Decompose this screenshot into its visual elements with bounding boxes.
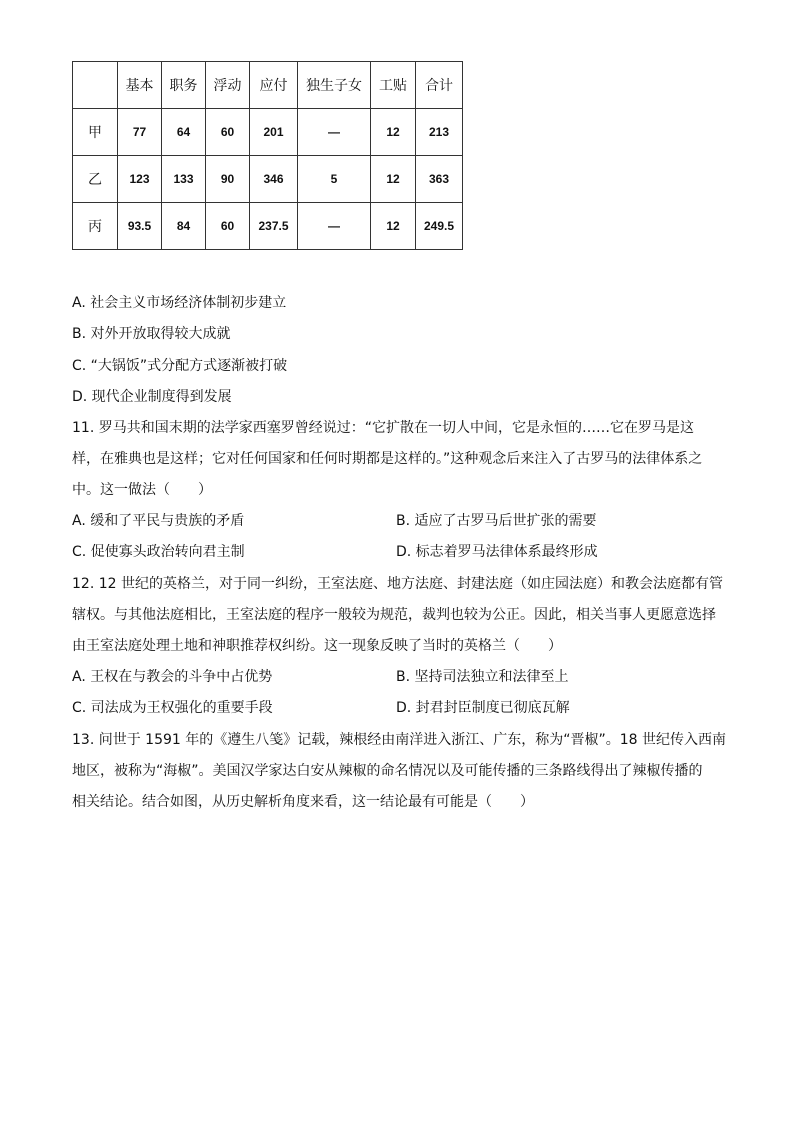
- table-cell: 77: [118, 109, 162, 156]
- table-header-cell: 独生子女: [298, 62, 371, 109]
- table-cell: 213: [416, 109, 463, 156]
- q12-option-d[interactable]: D. 封君封臣制度已彻底瓦解: [396, 700, 570, 716]
- table-cell: 133: [162, 156, 206, 203]
- table-cell: 90: [206, 156, 250, 203]
- table-cell: 5: [298, 156, 371, 203]
- table-cell: —: [298, 203, 371, 250]
- table-cell: 64: [162, 109, 206, 156]
- table-cell: 93.5: [118, 203, 162, 250]
- table-cell: 12: [371, 156, 416, 203]
- table-cell: 84: [162, 203, 206, 250]
- table-row: [73, 203, 463, 250]
- q12-option-b[interactable]: B. 坚持司法独立和法律至上: [396, 669, 569, 685]
- q10-option-b[interactable]: B. 对外开放取得较大成就: [72, 326, 231, 342]
- row-label-cell: 乙: [73, 156, 118, 203]
- q10-option-a[interactable]: A. 社会主义市场经济体制初步建立: [72, 295, 287, 311]
- q12-stem-line: 辖权。与其他法庭相比，王室法庭的程序一般较为规范，裁判也较为公正。因此，相关当事人更愿意选择: [72, 607, 716, 623]
- q11-option-c[interactable]: C. 促使寡头政治转向君主制: [72, 544, 245, 560]
- q10-option-c[interactable]: C. “大锅饭”式分配方式逐渐被打破: [72, 358, 288, 374]
- q11-option-a[interactable]: A. 缓和了平民与贵族的矛盾: [72, 513, 245, 529]
- table-header-row: [73, 62, 463, 109]
- q13-stem-line: 相关结论。结合如图，从历史解析角度来看，这一结论最有可能是（ ）: [72, 794, 534, 810]
- table-cell: 237.5: [250, 203, 298, 250]
- table-header-cell: 应付: [250, 62, 298, 109]
- table-cell: —: [298, 109, 371, 156]
- q13-stem-line: 13. 问世于 1591 年的《遵生八笺》记载，辣根经由南洋进入浙江、广东，称为“晋椒”。18 世纪传入西南: [72, 732, 727, 748]
- table-cell: 60: [206, 203, 250, 250]
- row-label-cell: 丙: [73, 203, 118, 250]
- table-cell: 60: [206, 109, 250, 156]
- table-cell: 123: [118, 156, 162, 203]
- q11-option-b[interactable]: B. 适应了古罗马后世扩张的需要: [396, 513, 597, 529]
- table-cell: 249.5: [416, 203, 463, 250]
- table-header-cell: 工贴: [371, 62, 416, 109]
- table-row: [73, 156, 463, 203]
- q10-option-d[interactable]: D. 现代企业制度得到发展: [72, 389, 232, 405]
- q11-option-d[interactable]: D. 标志着罗马法律体系最终形成: [396, 544, 598, 560]
- q12-option-a[interactable]: A. 王权在与教会的斗争中占优势: [72, 669, 273, 685]
- table-header-cell: 职务: [162, 62, 206, 109]
- q12-stem-line: 由王室法庭处理土地和神职推荐权纠纷。这一现象反映了当时的英格兰（ ）: [72, 638, 562, 654]
- table-cell: 201: [250, 109, 298, 156]
- q11-stem-line: 样，在雅典也是这样；它对任何国家和任何时期都是这样的。”这种观念后来注入了古罗马的法律体系之: [72, 451, 703, 467]
- table-cell: 12: [371, 203, 416, 250]
- table-header-cell: 浮动: [206, 62, 250, 109]
- table-header-cell: [73, 62, 118, 109]
- table-header-cell: 合计: [416, 62, 463, 109]
- salary-table: [72, 61, 463, 250]
- q12-stem-line: 12. 12 世纪的英格兰，对于同一纠纷，王室法庭、地方法庭、封建法庭（如庄园法庭）和教会法庭都有管: [72, 576, 723, 592]
- table-row: [73, 109, 463, 156]
- table-cell: 346: [250, 156, 298, 203]
- row-label-cell: 甲: [73, 109, 118, 156]
- q12-option-c[interactable]: C. 司法成为王权强化的重要手段: [72, 700, 273, 716]
- q13-stem-line: 地区，被称为“海椒”。美国汉学家达白安从辣椒的命名情况以及可能传播的三条路线得出了辣椒传播的: [72, 763, 703, 779]
- table-cell: 363: [416, 156, 463, 203]
- q11-stem-line: 11. 罗马共和国末期的法学家西塞罗曾经说过：“它扩散在一切人中间，它是永恒的……它在罗马是这: [72, 420, 694, 436]
- table-header-cell: 基本: [118, 62, 162, 109]
- table-cell: 12: [371, 109, 416, 156]
- q11-stem-line: 中。这一做法（ ）: [72, 482, 212, 498]
